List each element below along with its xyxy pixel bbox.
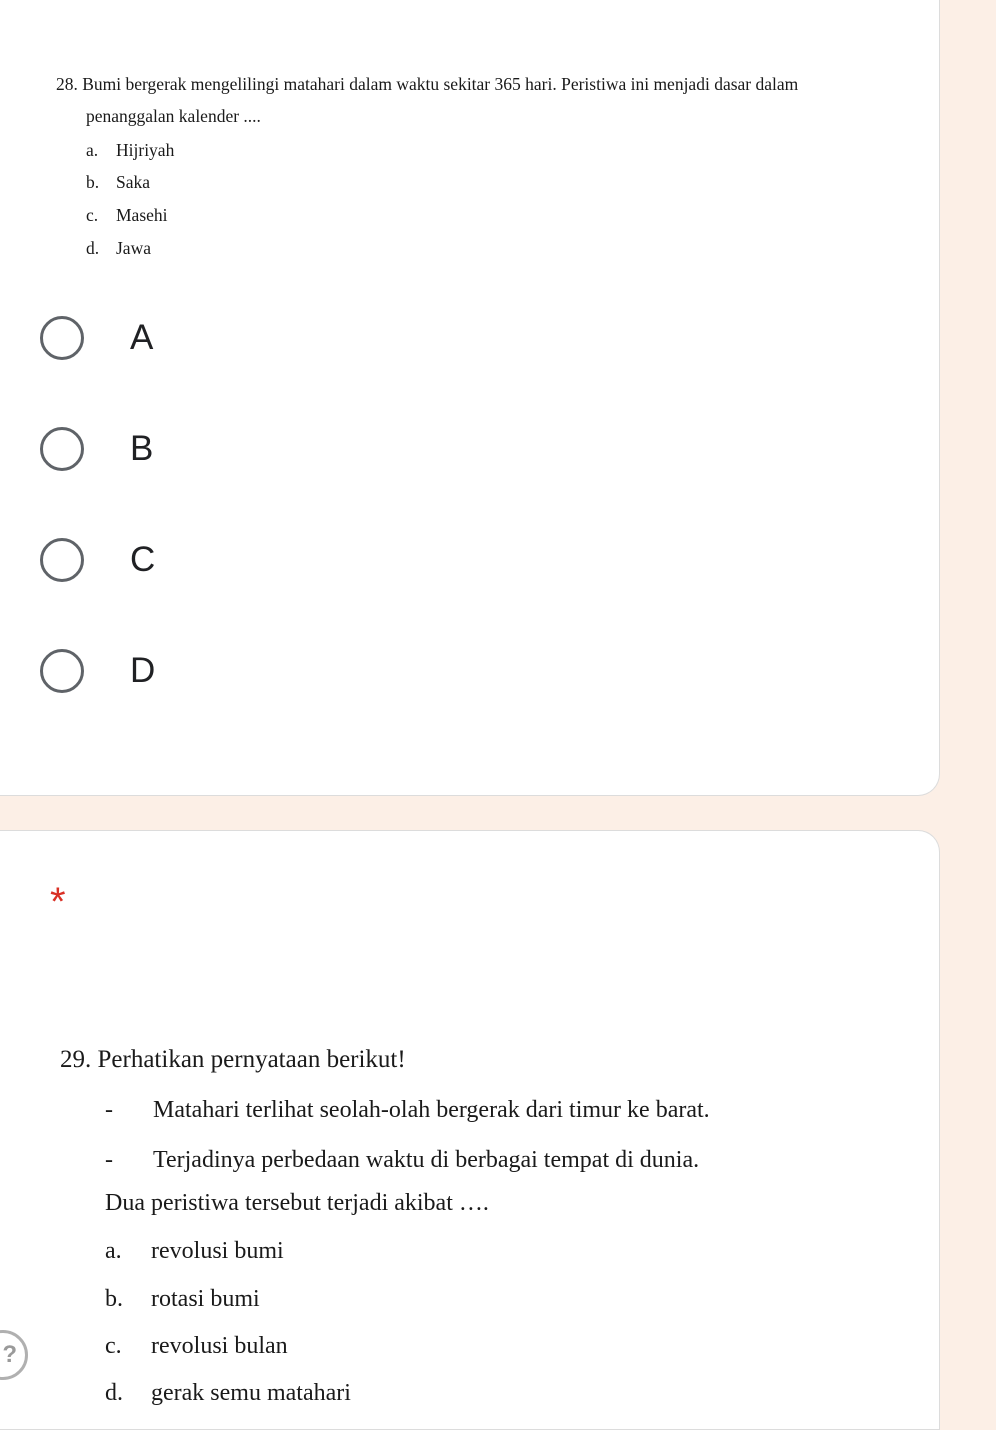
option-letter: d. xyxy=(86,238,100,258)
radio-circle-icon[interactable] xyxy=(40,538,84,582)
option-text: Hijriyah xyxy=(116,140,175,160)
required-asterisk-icon: * xyxy=(50,880,66,924)
question-28-text-line1: 28. Bumi bergerak mengelilingi matahari dalam waktu sekitar 365 hari. Peristiwa ini menjadi dasar dalam xyxy=(56,74,799,94)
option-letter: b. xyxy=(86,172,100,192)
radio-circle-icon[interactable] xyxy=(40,427,84,471)
option-letter: b. xyxy=(105,1286,123,1312)
statement-text: Terjadinya perbedaan waktu di berbagai tempat di dunia. xyxy=(153,1147,700,1173)
question-28-text-line2: penanggalan kalender .... xyxy=(86,106,261,126)
statement-text: Matahari terlihat seolah-olah bergerak dari timur ke barat. xyxy=(153,1097,710,1123)
option-letter: a. xyxy=(105,1238,122,1264)
question-28-option-c xyxy=(86,205,168,226)
radio-circle-icon[interactable] xyxy=(40,649,84,693)
radio-choice-a[interactable] xyxy=(40,313,153,363)
question-28-option-d xyxy=(86,238,151,259)
question-29-option-a xyxy=(105,1238,284,1265)
question-29-statement-1 xyxy=(105,1097,710,1124)
option-text: gerak semu matahari xyxy=(151,1380,351,1406)
question-29-lead: Dua peristiwa tersebut terjadi akibat …. xyxy=(105,1190,489,1216)
option-text: rotasi bumi xyxy=(151,1286,260,1312)
statement-bullet: - xyxy=(105,1097,113,1123)
question-29-title: 29. Perhatikan pernyataan berikut! xyxy=(60,1046,406,1073)
radio-label-a: A xyxy=(130,318,154,357)
option-text: Jawa xyxy=(116,238,151,258)
option-text: revolusi bumi xyxy=(151,1238,284,1264)
help-glyph: ? xyxy=(2,1341,17,1368)
question-29-option-c xyxy=(105,1333,288,1360)
option-text: Saka xyxy=(116,172,151,192)
radio-label-c: C xyxy=(130,540,156,579)
question-28-option-a xyxy=(86,140,174,161)
option-text: Masehi xyxy=(116,205,168,225)
radio-choice-d[interactable] xyxy=(40,646,155,696)
radio-choice-c[interactable] xyxy=(40,535,155,585)
statement-bullet: - xyxy=(105,1147,113,1173)
radio-label-b: B xyxy=(130,429,154,468)
option-letter: a. xyxy=(86,140,99,160)
option-letter: d. xyxy=(105,1380,123,1406)
question-28-option-b xyxy=(86,172,150,193)
option-text: revolusi bulan xyxy=(151,1333,288,1359)
question-29-option-b xyxy=(105,1286,260,1313)
radio-choice-b[interactable] xyxy=(40,424,153,474)
option-letter: c. xyxy=(86,205,99,225)
radio-label-d: D xyxy=(130,651,156,690)
question-29-statement-2 xyxy=(105,1147,699,1174)
question-29-option-d xyxy=(105,1380,351,1407)
option-letter: c. xyxy=(105,1333,122,1359)
radio-circle-icon[interactable] xyxy=(40,316,84,360)
